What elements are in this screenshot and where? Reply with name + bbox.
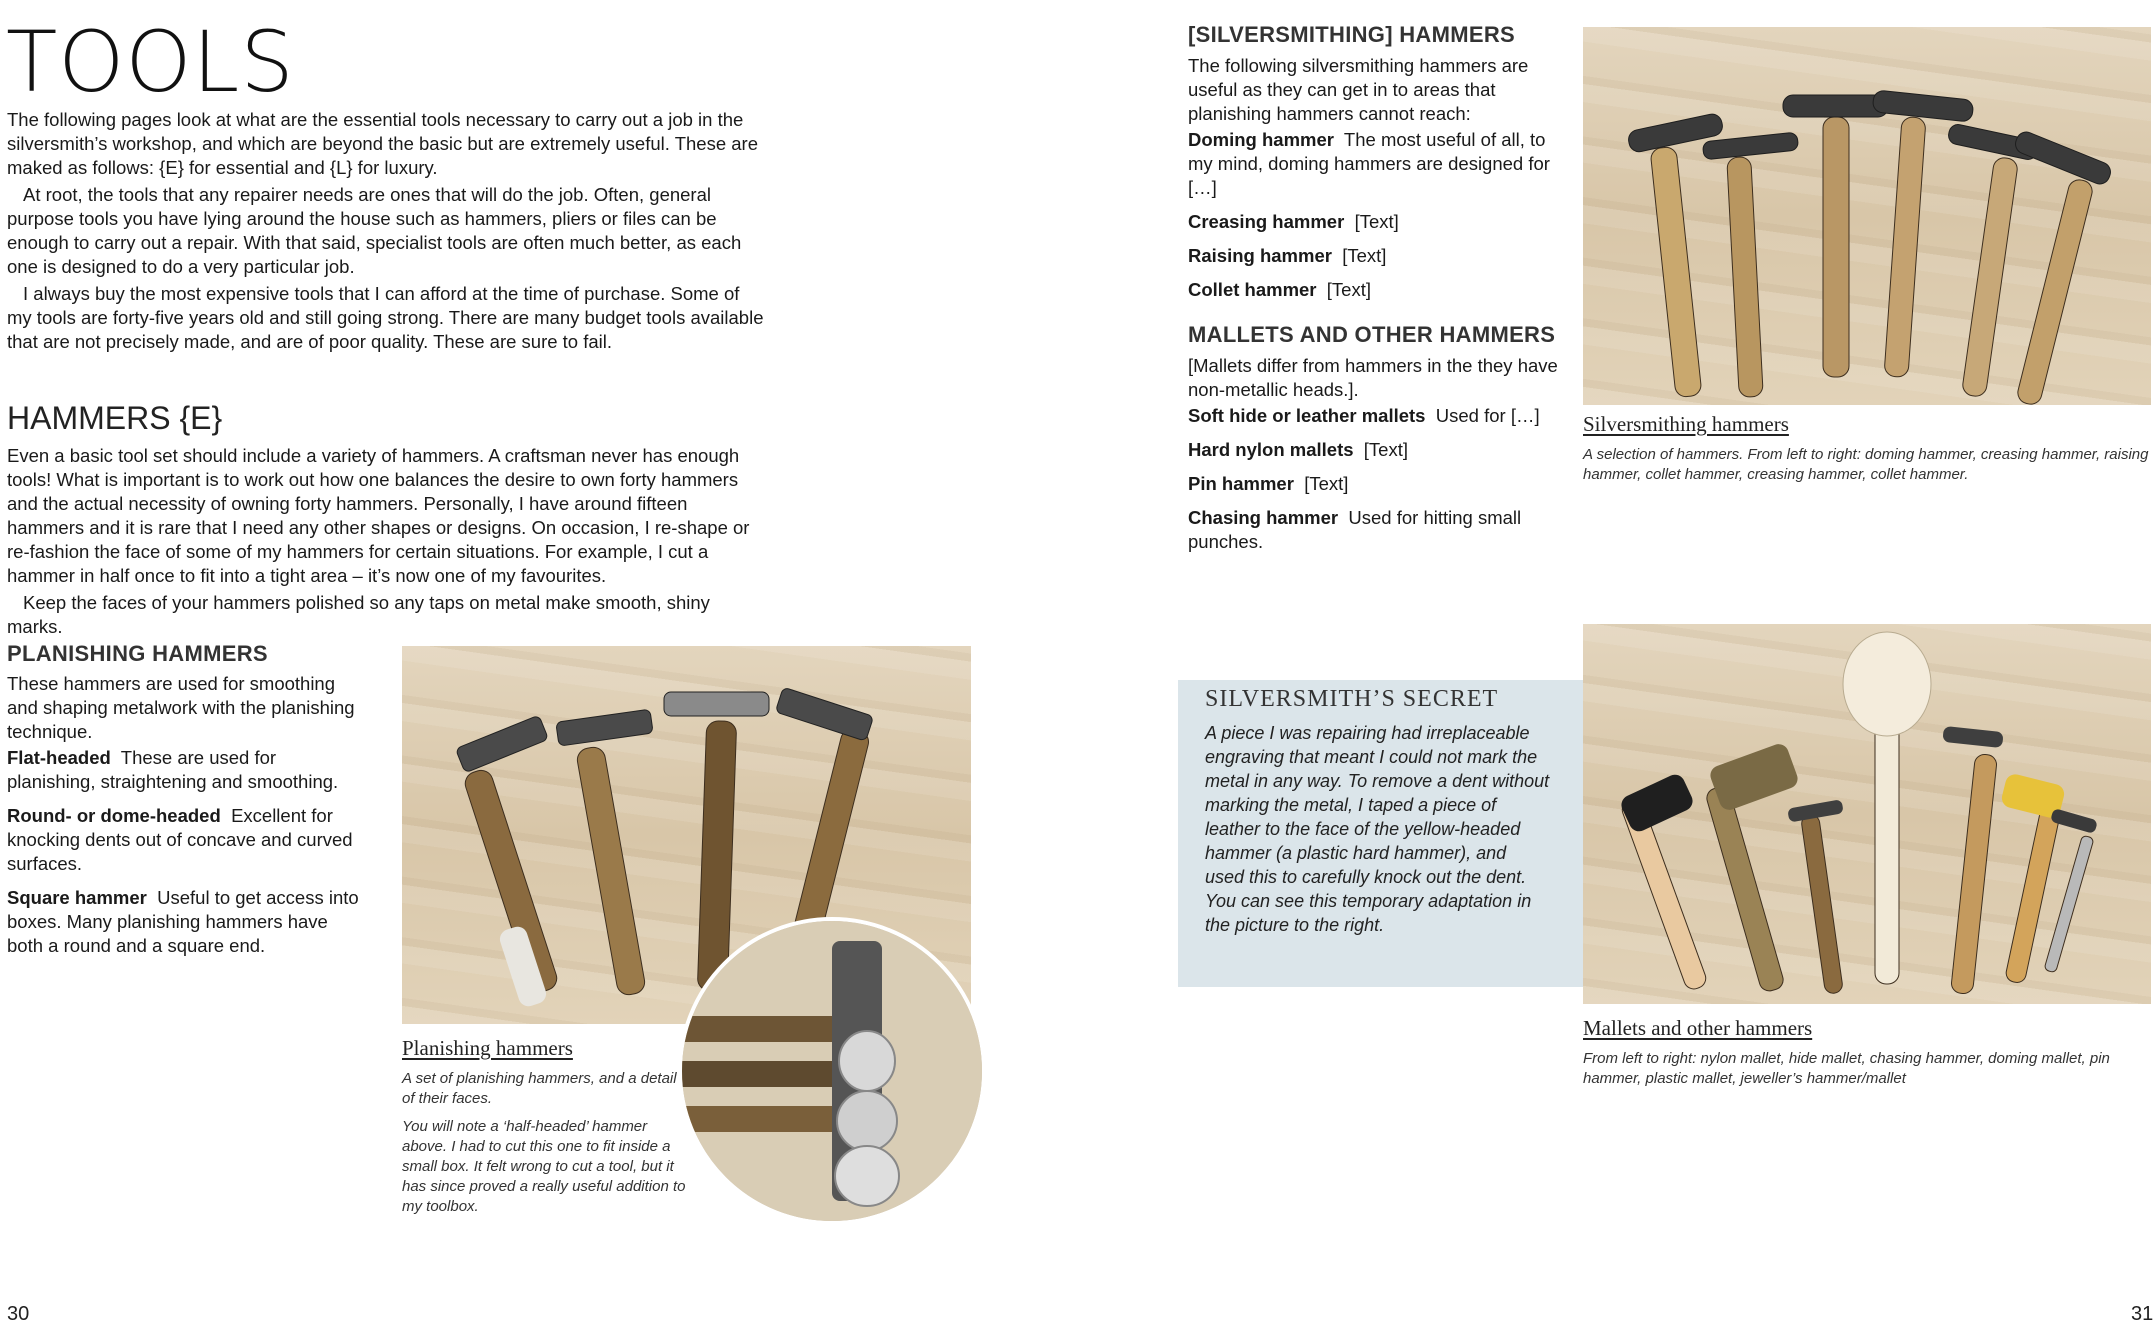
mallets-caption — [1583, 1016, 2153, 1097]
definition-desc: [Text] — [1326, 279, 1372, 300]
definition-item — [7, 886, 362, 958]
definition-item — [1188, 404, 1563, 428]
secret-title: SILVERSMITH’S SECRET — [1205, 686, 1499, 712]
page-title: TOOLS — [6, 13, 295, 111]
silversmithing-hammers-photo — [1583, 27, 2151, 405]
definition-item — [1188, 278, 1563, 302]
hammer-faces-detail-photo — [678, 917, 986, 1225]
mallets-photo — [1583, 624, 2151, 1004]
silversmithing-intro: The following silversmithing hammers are useful as they can get in to areas that planishing hammers cannot reach: — [1188, 55, 1529, 124]
definition-item — [1188, 128, 1563, 200]
definition-desc: [Text] — [1304, 473, 1349, 494]
definition-desc: These are used for planishing, straightening and smoothing. — [7, 747, 339, 792]
definition-term: Pin hammer — [1188, 473, 1294, 494]
definition-term: Hard nylon mallets — [1188, 439, 1354, 460]
definition-item — [1188, 506, 1563, 554]
caption-title: Mallets and other hammers — [1583, 1016, 1813, 1040]
mallets-heading: MALLETS AND OTHER HAMMERS — [1188, 322, 1556, 347]
definition-desc: The most useful of all, to my mind, doming hammers are designed for […] — [1188, 129, 1550, 198]
definition-item — [1188, 438, 1563, 462]
page-number-left: 30 — [7, 1303, 30, 1325]
mallets-intro: [Mallets differ from hammers in the they have non-metallic heads.]. — [1188, 355, 1558, 400]
intro-paragraph: The following pages look at what are the essential tools necessary to carry out a job in the silversmith’s workshop, and which are beyond the basic but are extremely useful. These are maked as follows: {E} for essential and {L} for luxury. — [7, 109, 759, 178]
definition-desc: [Text] — [1354, 211, 1399, 232]
planishing-caption — [402, 1036, 692, 1225]
planishing-intro: These hammers are used for smoothing and shaping metalwork with the planishing technique. — [7, 673, 355, 742]
silversmithing-hammers-illustration — [1583, 27, 2151, 405]
definition-desc: Useful to get access into boxes. Many planishing hammers have both a round and a square end. — [7, 887, 359, 956]
definition-term: Chasing hammer — [1188, 507, 1339, 528]
definition-term: Creasing hammer — [1188, 211, 1345, 232]
definition-term: Doming hammer — [1188, 129, 1334, 150]
mallets-illustration — [1583, 624, 2151, 1004]
secret-text: A piece I was repairing had irreplaceable engraving that meant I could not mark the metal in any way. To remove a dent without marking the metal, I taped a piece of leather to the face of the yellow-headed hammer (a plastic hard hammer), and used this to carefully knock out the dent. You can see this temporary adaptation in the picture to the right. — [1205, 723, 1550, 935]
caption-text: You will note a ‘half-headed’ hammer above. I had to cut this one to fit inside a small box. It felt wrong to cut a tool, but it has since proved a really useful addition to my toolbox. — [402, 1118, 686, 1215]
definition-desc: [Text] — [1363, 439, 1409, 460]
hammer-faces-illustration — [682, 921, 982, 1221]
caption-title: Silversmithing hammers — [1583, 412, 1789, 436]
mallets-text — [1188, 354, 1563, 564]
definition-item — [1188, 210, 1563, 234]
silversmithing-caption — [1583, 412, 2153, 493]
definition-item — [7, 804, 362, 876]
hammers-text — [7, 444, 767, 642]
planishing-text — [7, 672, 362, 968]
silversmithing-text — [1188, 54, 1563, 312]
definition-term: Raising hammer — [1188, 245, 1332, 266]
definition-desc: Excellent for knocking dents out of concave and curved surfaces. — [7, 805, 353, 874]
silversmiths-secret-box — [1178, 680, 1584, 987]
definition-item — [7, 746, 362, 794]
definition-term: Collet hammer — [1188, 279, 1317, 300]
caption-text: A selection of hammers. From left to right: doming hammer, creasing hammer, raising hammer, collet hammer, creasing hammer, collet hammer. — [1583, 446, 2149, 483]
definition-desc: Used for hitting small punches. — [1188, 507, 1522, 552]
caption-text: A set of planishing hammers, and a detail of their faces. — [402, 1070, 677, 1107]
hammers-heading: HAMMERS {E} — [7, 400, 223, 436]
page-number-right: 31 — [2131, 1303, 2154, 1325]
caption-text: From left to right: nylon mallet, hide mallet, chasing hammer, doming mallet, pin hammer, plastic mallet, jeweller’s hammer/mallet — [1583, 1050, 2110, 1087]
definition-term: Round- or dome-headed — [7, 805, 221, 826]
definition-term: Square hammer — [7, 887, 147, 908]
intro-paragraph: I always buy the most expensive tools that I can afford at the time of purchase. Some of my tools are forty-five years old and still going strong. There are many budget tools available that are not precisely made, and are of poor quality. These are sure to fail. — [7, 283, 764, 352]
definition-item — [1188, 472, 1563, 496]
planishing-heading: PLANISHING HAMMERS — [7, 641, 268, 666]
intro-text — [7, 108, 767, 357]
hammers-paragraph: Even a basic tool set should include a variety of hammers. A craftsman never has enough tools! What is important is to work out how one balances the desire to own forty hammers and the actual necessity of owning forty hammers. Personally, I have around fifteen hammers and it is rare that I need any other shapes or designs. On occasion, I re-shape or re-fashion the face of some of my hammers for certain situations. For example, I cut a hammer in half once to fit into a tight area – it’s now one of my favourites. — [7, 445, 750, 586]
definition-item — [1188, 244, 1563, 268]
intro-paragraph: At root, the tools that any repairer needs are ones that will do the job. Often, general purpose tools you have lying around the house such as hammers, pliers or files can be enough to carry out a repair. With that said, specialist tools are often much better, as each one is designed to do a very particular job. — [7, 184, 742, 277]
caption-title: Planishing hammers — [402, 1036, 573, 1060]
definition-desc: [Text] — [1342, 245, 1387, 266]
hammers-paragraph: Keep the faces of your hammers polished so any taps on metal make smooth, shiny marks. — [7, 592, 710, 637]
definition-desc: Used for […] — [1435, 405, 1540, 426]
definition-term: Flat-headed — [7, 747, 111, 768]
definition-term: Soft hide or leather mallets — [1188, 405, 1426, 426]
silversmithing-heading: [SILVERSMITHING] HAMMERS — [1188, 22, 1516, 47]
